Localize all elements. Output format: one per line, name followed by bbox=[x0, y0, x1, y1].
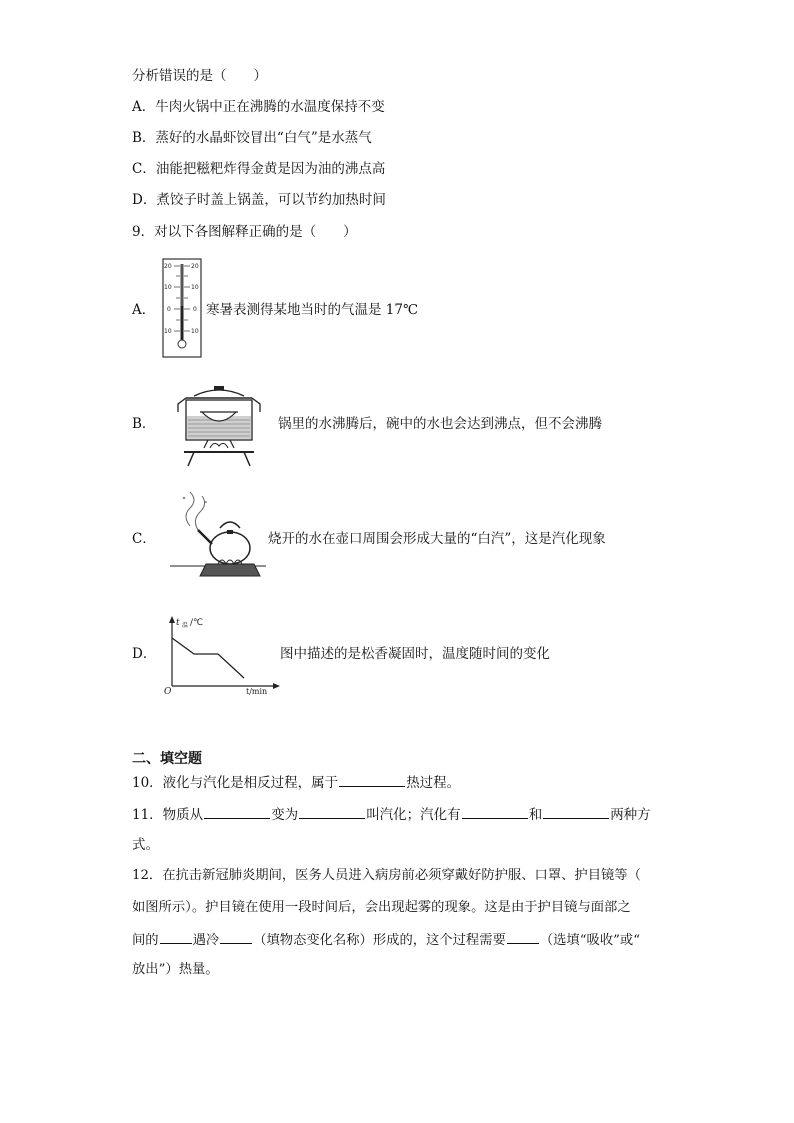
section-title: 二、填空题 bbox=[132, 751, 202, 767]
q9-option-c-text: 烧开的水在壶口周围会形成大量的“白汽”，这是汽化现象 bbox=[268, 531, 606, 547]
q9-option-b-text: 锅里的水沸腾后，碗中的水也会达到沸点，但不会沸腾 bbox=[278, 416, 602, 432]
thermo-tick-right-0: 0 bbox=[193, 306, 197, 313]
q12-blank-1[interactable] bbox=[160, 929, 192, 944]
q8-stem: 分析错误的是（ ） bbox=[132, 68, 267, 84]
q11-blank-2[interactable] bbox=[299, 804, 365, 819]
q12-blank-2[interactable] bbox=[220, 929, 252, 944]
thermo-tick-right-10: 10 bbox=[191, 284, 199, 291]
thermo-tick-left-10: 10 bbox=[164, 284, 172, 291]
q11 bbox=[132, 804, 651, 825]
option-text: 蒸好的水晶虾饺冒出“白气”是水蒸气 bbox=[155, 130, 372, 146]
q10-text-2: 热过程。 bbox=[406, 775, 461, 791]
graph-origin: O bbox=[164, 687, 172, 696]
q11-text-5: 两种方 bbox=[610, 807, 651, 823]
option-label: C． bbox=[132, 161, 156, 177]
q9-option-d-label: D． bbox=[132, 646, 157, 662]
q12-text-2: 遇冷 bbox=[192, 933, 220, 948]
q12-text-3: （填物态变化名称）形成的，这个过程需要 bbox=[253, 933, 506, 948]
q11-blank-3[interactable] bbox=[462, 804, 528, 819]
q11-text-2: 变为 bbox=[271, 807, 299, 823]
graph-y-subscript: 温 bbox=[182, 622, 189, 629]
q11-blank-1[interactable] bbox=[204, 804, 270, 819]
thermo-tick-left-20: 20 bbox=[164, 263, 172, 270]
thermo-tick-right-neg10: 10 bbox=[191, 328, 199, 335]
q12-text-1: 间的 bbox=[132, 933, 159, 948]
q10-blank[interactable] bbox=[339, 772, 405, 787]
option-text: 牛肉火锅中正在沸腾的水温度保持不变 bbox=[155, 99, 385, 115]
option-label: A． bbox=[132, 99, 156, 115]
thermo-tick-right-20: 20 bbox=[191, 263, 199, 270]
q11-blank-4[interactable] bbox=[543, 804, 609, 819]
q12-line-1: 12．在抗击新冠肺炎期间，医务人员进入病房前必须穿戴好防护服、口罩、护目镜等（ bbox=[132, 868, 641, 883]
q12-line-4: 放出”）热量。 bbox=[132, 962, 219, 977]
graph-y-unit: /℃ bbox=[190, 618, 204, 628]
q9-option-a-label: A． bbox=[132, 302, 156, 318]
q8-option-a bbox=[132, 97, 385, 117]
graph-y-label: t bbox=[176, 618, 180, 628]
q8-option-d bbox=[132, 190, 386, 210]
option-label: D． bbox=[132, 192, 157, 208]
kettle-figure bbox=[170, 486, 266, 582]
q9-option-b-label: B． bbox=[132, 416, 156, 432]
q12-line-2: 如图所示）。护目镜在使用一段时间后，会出现起雾的现象。这是由于护目镜与面部之 bbox=[132, 900, 631, 915]
q11-line-2: 式。 bbox=[132, 837, 159, 853]
q10-text-1: 10．液化与汽化是相反过程，属于 bbox=[132, 775, 339, 791]
temperature-time-graph bbox=[160, 612, 284, 696]
q12-blank-3[interactable] bbox=[507, 929, 539, 944]
boiling-pot-figure bbox=[164, 382, 274, 468]
q8-option-c bbox=[132, 159, 385, 179]
q11-text-3: 叫汽化；汽化有 bbox=[366, 807, 461, 823]
q9-option-a-text: 寒暑表测得某地当时的气温是 17℃ bbox=[206, 302, 419, 318]
option-text: 煮饺子时盖上锅盖，可以节约加热时间 bbox=[156, 192, 386, 208]
q10 bbox=[132, 772, 460, 793]
option-label: B． bbox=[132, 130, 156, 146]
q8-option-b bbox=[132, 128, 372, 148]
q12-line-3 bbox=[132, 929, 640, 951]
thermo-tick-left-neg10: 10 bbox=[164, 328, 172, 335]
q11-text-4: 和 bbox=[528, 807, 543, 823]
thermo-tick-left-0: 0 bbox=[167, 306, 171, 313]
thermometer-figure bbox=[162, 258, 202, 358]
graph-x-label: t/min bbox=[246, 687, 268, 696]
q9-stem: 9．对以下各图解释正确的是（ ） bbox=[132, 224, 357, 240]
q9-option-d-text: 图中描述的是松香凝固时，温度随时间的变化 bbox=[280, 646, 550, 662]
q9-option-c-label: C． bbox=[132, 531, 156, 547]
q11-text-1: 11．物质从 bbox=[132, 807, 204, 823]
q12-text-4: （选填“吸收”或“ bbox=[539, 933, 641, 948]
option-text: 油能把糍粑炸得金黄是因为油的沸点高 bbox=[155, 161, 386, 177]
